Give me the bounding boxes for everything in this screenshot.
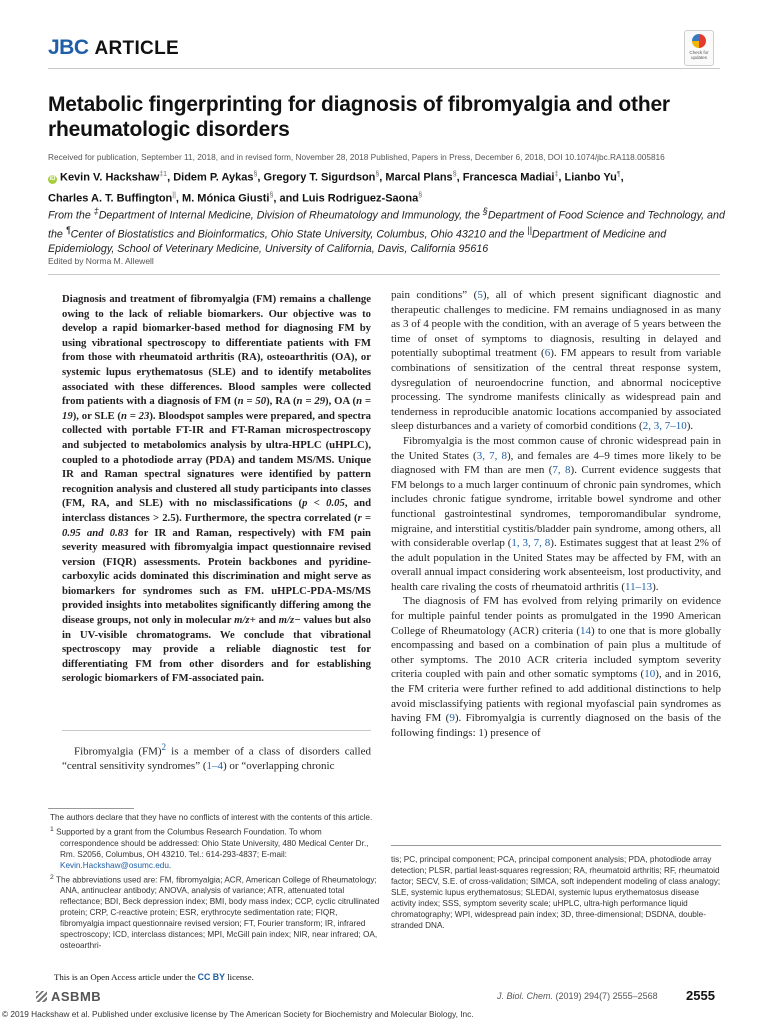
body-text: ). Current evidence suggests that FM belongs to a much larger continuum of chronic pain syndromes, which includes chronic fatigue syndrome, irritable bowel syndrome and other functional gastrointestinal syndromes, temporomandibular syndrome, migraine, and interstitial cystitis/bladder pain syndrome, among others, all with considerable overlap ( <box>391 464 721 550</box>
footnote-divider <box>48 808 134 809</box>
abstract <box>62 292 371 686</box>
footnote-mark: 2 <box>50 873 54 881</box>
abstract-text: , and interclass distances > 2.5). Furthermore, the spectra correlated ( <box>62 497 372 524</box>
footnote-conflict: The authors declare that they have no conflicts of interest with the contents of this article. <box>50 813 373 822</box>
affiliations <box>48 204 728 257</box>
author-name[interactable]: Marcal Plans <box>385 171 453 184</box>
body-text: ), and females are 4–9 times more likely to be diagnosed with FM than are men ( <box>391 449 721 477</box>
citation-link[interactable]: 14 <box>580 624 592 637</box>
author-affil-mark: § <box>269 191 274 199</box>
intro-text: is a member of a class of disorders called “central sensitivity syndromes” ( <box>62 745 371 773</box>
affil-text: From the <box>48 209 94 222</box>
author-affil-mark: || <box>172 191 176 199</box>
publication-history: Received for publication, September 11, 2018, and in revised form, November 28, 2018 Published, Papers in Press, December 6, 2018, DOI 10.1074/jbc.RA118.005816 <box>48 152 665 162</box>
body-text: ). FM appears to result from variable combinations of sensitization of the central threat response system, dysregulation of neuroendocrine function, and abnormal nociceptive processing. The syndrome manifests clinically as widespread pain and tenderness in reproducible anatomic locations accompanied by associated sleep disturbances and a variety of comorbid conditions ( <box>391 347 721 433</box>
author-name[interactable]: Francesca Madiai <box>462 171 555 184</box>
mz-positive: m/z+ <box>234 614 256 627</box>
email-link[interactable]: Kevin.Hackshaw@osumc.edu <box>60 860 169 870</box>
body-text: ) to one that is more globally encompassing and based on a combination of pain plus a multitude of other symptoms. The 2010 ACR criteria included symptom severity criteria coupled with pain and other somatic symptoms ( <box>391 624 721 681</box>
footnote-text: . <box>168 860 172 870</box>
asbmb-icon <box>36 991 47 1002</box>
section-label: ARTICLE <box>94 38 179 59</box>
author-affil-mark: § <box>452 171 457 178</box>
author-list: iD Kevin V. Hackshaw$^{\ddagger 1}$, Didem P. Aykas§, Gregory T. Sigurdson§, Marcal Plans§, Francesca Madiai‡, Lianbo Yu¶, Charles A. T. Buffington||, M. Mónica Giusti§, and Luis Rodriguez-Saona§ <box>48 171 624 205</box>
abstract-divider <box>62 730 371 731</box>
sample-size: n = 29 <box>296 395 326 408</box>
abstract-text: ), or SLE ( <box>72 409 121 422</box>
article-title: Metabolic fingerprinting for diagnosis of fibromyalgia and other rheumatologic disorders <box>48 93 670 141</box>
author-name[interactable]: M. Mónica Giusti <box>182 192 270 205</box>
affil-mark: § <box>482 206 488 216</box>
body-text: ). Estimates suggest that at least 2% of the adult population in the United States may be affected by FM, with an overall annual impact considering work absenteeism, lost productivity, and health care rivaling the costs of rheumatoid arthritis ( <box>391 537 722 593</box>
author-name[interactable]: and Luis Rodriguez-Saona <box>279 192 419 205</box>
footnote-mark: 1 <box>50 826 54 833</box>
citation-link[interactable]: 3, 7, 8 <box>476 449 507 462</box>
body-text: ), and in 2016, the FM criteria were further refined to add additional distinctions to help avoid misclassifying patients with regional myofascial pain syndromes as having FM ( <box>391 668 721 725</box>
abstract-text: values but also in UV-visible chromatograms. We conclude that vibrational spectroscopy may provide a reliable diagnostic test for differentiating FM from other disorders and for establishing serologic biomarkers of FM-associated pain. <box>62 614 371 685</box>
affil-text: Department of Medicine and Epidemiology, School of Veterinary Medicine, University of California, Davis, California 95616 <box>48 228 667 256</box>
footnote-ref[interactable]: 2 <box>161 742 167 752</box>
footnotes <box>48 812 380 952</box>
body-paragraph <box>391 434 721 595</box>
crossmark-icon <box>692 34 706 48</box>
journal-header <box>48 36 179 60</box>
sample-size: n = 50 <box>237 395 267 408</box>
intro-text: ) or “overlapping chronic <box>223 760 335 773</box>
citation-link[interactable]: 10 <box>644 668 656 681</box>
citation-link[interactable]: 1, 3, 7, 8 <box>511 537 551 550</box>
author-affil-mark: § <box>253 171 258 178</box>
body-text: ), all of which present significant diagnostic and therapeutic challenges to medicine. FM remains undiagnosed in as many as 3 of 4 people with the condition, with an average of 5 years between the time of onset of symptoms to diagnosis, resulting in delayed and potentially suboptimal treatment ( <box>391 289 721 360</box>
orcid-icon[interactable]: iD <box>49 175 56 182</box>
citation-link[interactable]: 2, 3, 7–10 <box>642 420 687 433</box>
abstract-text: for IR and Raman, respectively) with FM pain severity measured with fibromyalgia impact questionnaire revised version (FIQR) assessments. Protein backbones and pyridine-carboxylic acids dominated this discrimination and might serve as biomarkers for syndromes such as FM. uHPLC-PDA-MS/MS provided insights into metabolites significantly differing among the disease groups, not only in molecular <box>62 526 371 627</box>
body-text: pain conditions” ( <box>391 289 478 301</box>
author-affil-mark: ¶ <box>616 171 621 178</box>
open-access-notice <box>54 972 254 982</box>
journal-name: J. Biol. Chem. <box>497 991 554 1001</box>
citation-link[interactable]: 5 <box>477 289 483 301</box>
body-text: ). <box>686 420 694 433</box>
author-name[interactable]: Gregory T. Sigurdson <box>263 171 376 184</box>
edited-by: Edited by Norma M. Allewell <box>48 256 154 266</box>
sample-size: n = 19 <box>62 395 371 422</box>
body-text: The diagnosis of FM has evolved from relying primarily on evidence for multiple painful tender points as promulgated in the 1990 American College of Rheumatology (ACR) criteria ( <box>391 595 721 637</box>
author-name[interactable]: Charles A. T. Buffington <box>48 192 173 205</box>
abstract-text: ). Bloodspot samples were prepared, and spectra collected with portable FT-IR and FT-Raman microspectroscopy and subjected to metabolomics analysis by ultra-HPLC (uHPLC), coupled to a photodiode array (PDA) and tandem MS/MS. Unique IR and Raman spectral signatures were identified by pattern recognition analysis and clustered all study participants into classes (FM, RA, and SLE) with no misclassifications ( <box>62 409 371 510</box>
open-access-text: This is an Open Access article under the <box>54 972 198 982</box>
citation-details: (2019) 294(7) 2555–2568 <box>553 991 658 1001</box>
author-affil-mark: ‡1 <box>159 171 168 178</box>
publisher-logo[interactable] <box>36 989 101 1004</box>
footnote-divider <box>391 845 721 846</box>
header-divider <box>48 68 720 69</box>
p-value: p < 0.05 <box>302 497 345 510</box>
body-right-column <box>391 288 721 740</box>
abstract-text: Diagnosis and treatment of fibromyalgia (FM) remains a challenge owing to the lack of reliable biomarkers. Our objective was to develop a rapid biomarker-based method for diagnosing FM by using vibrational spectroscopy to differentiate patients with FM from those with rheumatoid arthritis (RA), osteoarthritis (OA), or systemic lupus erythematosus (SLE) and to identify metabolites associated with these differences. Blood samples were collected from patients with a diagnosis of FM ( <box>62 293 371 408</box>
citation-link[interactable]: 6 <box>544 347 551 360</box>
body-text: Fibromyalgia is the most common cause of chronic widespread pain in the United States ( <box>391 434 721 462</box>
publisher-name: ASBMB <box>51 989 102 1004</box>
body-paragraph <box>391 594 721 740</box>
abbreviations-continued: tis; PC, principal component; PCA, principal component analysis; PDA, photodiode array detection; PLSR, partial least-squares regression; RA, rheumatoid arthritis; RF, rheumatoid factor; SECV, S.E. of cross-validation; SIMCA, soft independent modeling of class analogy; SLE, systemic lupus erythematosus; SLEDAI, systemic lupus erythematosus disease activity index; SSS, symptom severity scale; uHPLC, ultra-high performance liquid chromatography; WPI, widespread pain index; 3D, three-dimensional; DSDNA, double-stranded DNA. <box>391 855 721 930</box>
front-matter-divider <box>48 274 720 275</box>
affil-text: Department of Food Science and Technology, and the <box>48 209 725 241</box>
body-paragraph <box>391 288 721 434</box>
citation-link[interactable]: 9 <box>449 712 455 725</box>
footnote-funding <box>48 824 380 871</box>
copyright-notice: © 2019 Hackshaw et al. Published under exclusive license by The American Society for Biochemistry and Molecular Biology, Inc. <box>2 1009 474 1019</box>
abstract-text: and <box>255 614 279 627</box>
body-text: ). <box>652 580 659 593</box>
author-name[interactable]: Kevin V. Hackshaw <box>60 171 160 184</box>
affil-text: Department of Internal Medicine, Division of Rheumatology and Immunology, the <box>98 209 483 222</box>
check-for-updates-badge[interactable] <box>684 30 714 66</box>
affil-mark: ‡ <box>93 206 99 216</box>
mz-negative: m/z− <box>278 614 301 627</box>
citation-link[interactable]: 11–13 <box>624 580 653 593</box>
author-name[interactable]: Lianbo Yu <box>564 171 617 184</box>
sample-size: n = 23 <box>120 409 150 422</box>
affil-mark: || <box>527 225 532 236</box>
intro-paragraph <box>62 740 371 774</box>
affil-mark: ¶ <box>65 225 71 236</box>
journal-citation <box>497 991 658 1001</box>
affil-text: Center of Biostatistics and Bioinformatics, Ohio State University, Columbus, Ohio 43210 and the <box>70 228 528 241</box>
author-name[interactable]: Didem P. Aykas <box>173 171 254 184</box>
check-for-updates-label: Check for updates <box>689 50 709 60</box>
journal-logo[interactable]: JBC <box>48 36 89 59</box>
citation-link[interactable]: 1–4 <box>206 760 223 773</box>
open-access-text: license. <box>225 972 254 982</box>
footnote-abbreviations <box>48 872 380 952</box>
intro-text: Fibromyalgia (FM) <box>74 745 162 758</box>
author-affil-mark: ‡ <box>554 171 559 178</box>
footnote-text: Supported by a grant from the Columbus Research Foundation. To whom correspondence should be addressed: Ohio State University, 480 Medical Center Dr., Rm. S2056, Columbus, OH 43210. Tel.: 614-293-4837; E-mail: <box>53 827 369 859</box>
author-affil-mark: § <box>418 191 423 199</box>
footnote-text: The abbreviations used are: FM, fibromyalgia; ACR, American College of Rheumatology; ANA, antinuclear antibody; ANOVA, analysis of variance; ATR, attenuated total reflectance; BDI, Beck depression index; BMI, body mass index; CCP, cyclic citrullinated protein; CRP, C-reactive protein; ESR, erythrocyte sedimentation rate; FIQR, fibromyalgia impact questionnaire revised version; FT, Fourier transform; IR, infrared spectroscopy; ICD, interclass distances; MPI, McGill pain index; NIR, near infrared; OA, osteoarthri- <box>53 875 380 951</box>
citation-link[interactable]: 7, 8 <box>552 464 571 477</box>
author-affil-mark: § <box>375 171 380 178</box>
correlation-value: r = 0.95 and 0.83 <box>62 511 371 539</box>
license-link[interactable]: CC BY <box>197 972 226 982</box>
abstract-text: ), RA ( <box>266 395 297 408</box>
page-number: 2555 <box>686 988 715 1003</box>
abstract-text: ), OA ( <box>325 395 357 408</box>
body-text: ). Fibromyalgia is currently diagnosed on the basis of the following findings: 1) presence of <box>391 712 721 739</box>
